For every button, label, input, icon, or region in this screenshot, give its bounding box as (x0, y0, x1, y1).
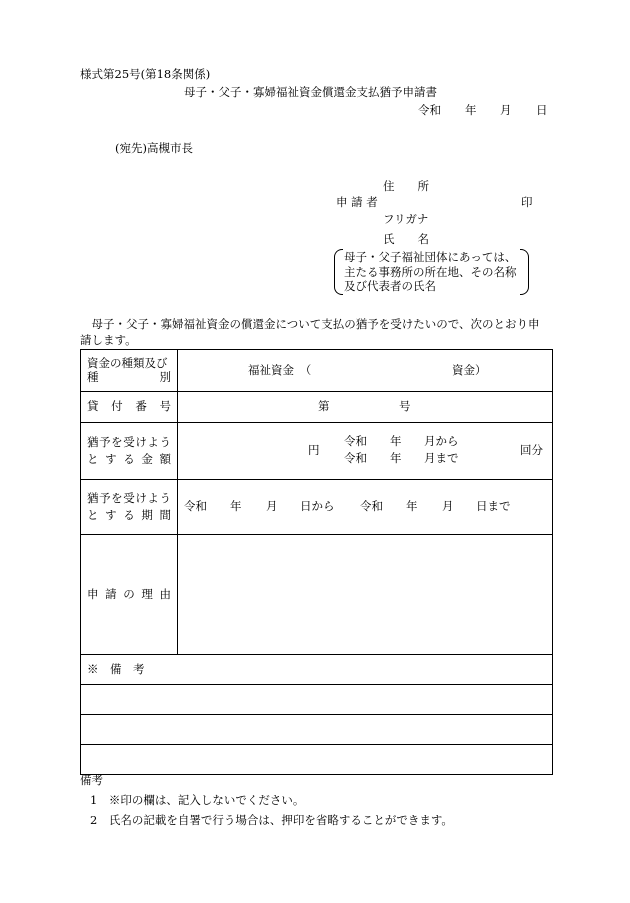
period-to-year: 年 (406, 499, 418, 513)
date-era: 令和 (418, 103, 441, 117)
row-amount (81, 423, 553, 480)
row-remarks-blank (81, 685, 553, 715)
loan-number-suffix: 号 (399, 399, 411, 413)
remarks-line[interactable] (81, 715, 553, 745)
amount-from-year: 年 (390, 434, 402, 448)
period-label: 猶 予 を 受 け よ う と す る 期 間 (81, 480, 178, 535)
amount-from-era: 令和 (344, 434, 367, 448)
intro-line: 請します。 (80, 333, 137, 347)
seal-mark: 印 (521, 195, 533, 209)
amount-to-month: 月まで (424, 451, 459, 465)
period-to-era: 令和 (360, 499, 383, 513)
remarks-line[interactable] (81, 745, 553, 775)
row-remarks-blank (81, 745, 553, 775)
period-from-month: 月 (266, 499, 278, 513)
loan-number-label: 貸 付 番 号 (81, 392, 178, 423)
period-from-year: 年 (230, 499, 242, 513)
bracket-right (520, 249, 529, 295)
fund-type-value[interactable] (178, 350, 553, 392)
row-loan-number (81, 392, 553, 423)
row-remarks-blank (81, 715, 553, 745)
amount-to-year: 年 (390, 451, 402, 465)
organization-note (334, 249, 529, 293)
period-to-month: 月 (442, 499, 454, 513)
loan-number-prefix: 第 (318, 399, 330, 413)
furigana-label: フリガナ (383, 212, 429, 226)
amount-label: 猶 予 を 受 け よ う と す る 金 額 (81, 423, 178, 480)
row-reason (81, 535, 553, 655)
label-line: 資金の種類及び (87, 355, 168, 370)
date-month: 月 (500, 103, 512, 117)
date-year: 年 (465, 103, 477, 117)
amount-from-month: 月から (424, 434, 459, 448)
remarks-label: ※ 備 考 (81, 655, 553, 685)
form-number: 様式第25号(第18条関係) (80, 67, 211, 81)
label-line: 種 別 (87, 369, 171, 384)
row-fund-type (81, 350, 553, 392)
amount-yen: 円 (308, 443, 320, 457)
fund-type-prefix: 福祉資金 （ (248, 363, 312, 377)
form-title: 母子・父子・寡婦福祉資金償還金支払猶予申請書 (184, 85, 437, 99)
period-from-era: 令和 (184, 499, 207, 513)
footnote-item: 2 氏名の記載を自署で行う場合は、押印を省略することができます。 (90, 813, 453, 827)
note-line: 母子・父子福祉団体にあっては、 (344, 250, 517, 264)
name-label: 氏 名 (383, 232, 429, 246)
row-period (81, 480, 553, 535)
note-line: 主たる事務所の所在地、その名称 (344, 264, 517, 279)
fund-type-label (81, 350, 178, 392)
loan-number-value[interactable] (178, 392, 553, 423)
reason-value[interactable] (178, 535, 553, 655)
period-from-day: 日から (300, 499, 335, 513)
note-line: 及び代表者の氏名 (344, 279, 436, 293)
amount-installments: 回分 (520, 443, 543, 457)
addressee: (宛先)高槻市長 (115, 141, 193, 155)
period-value[interactable] (178, 480, 553, 535)
date-day: 日 (536, 103, 548, 117)
application-table (80, 349, 553, 775)
applicant-label: 申 請 者 (336, 195, 378, 209)
period-to-day: 日まで (476, 499, 511, 513)
amount-to-era: 令和 (344, 451, 367, 465)
bracket-left (334, 249, 343, 295)
row-remarks-header (81, 655, 553, 685)
address-label: 住 所 (383, 179, 429, 193)
amount-value[interactable] (178, 423, 553, 480)
fund-type-suffix: 資金） (452, 363, 487, 377)
footnote-item: 1 ※印の欄は、記入しないでください。 (90, 793, 305, 807)
remarks-line[interactable] (81, 685, 553, 715)
intro-line: 母子・父子・寡婦福祉資金の償還金について支払の猶予を受けたいので、次のとおり申 (80, 317, 540, 331)
footnotes-title: 備考 (80, 773, 103, 787)
reason-label: 申 請 の 理 由 (81, 535, 178, 655)
